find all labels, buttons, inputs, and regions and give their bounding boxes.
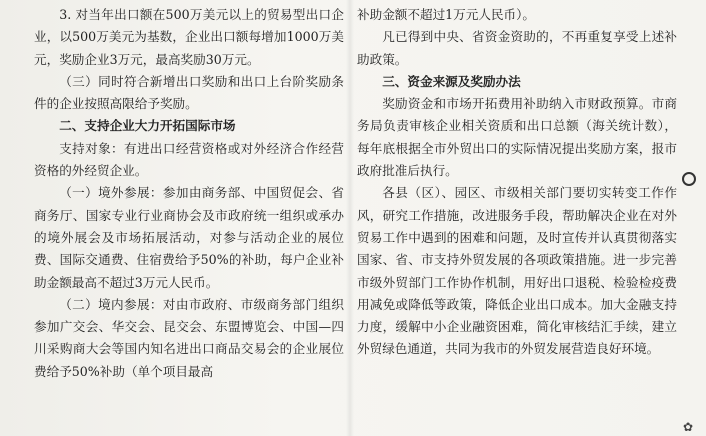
para-funding-budget: 奖励资金和市场开拓费用补助纳入市财政预算。市商务局负责审核企业相关资质和出口总额（海关统计数），每年底根据全市外贸出口的实际情况提出奖励方案，报市政府批准后执行。 <box>357 96 677 179</box>
para-support-target: 支持对象：有进出口经营资格或对外经济合作经营资格的外经贸企业。 <box>34 140 344 179</box>
para-trade-export-award: 3. 对当年出口额在500万美元以上的贸易型出口企业，以500万美元为基数，企业出口额每增加1000万美元，奖励企业3万元，最高奖励30万元。 <box>34 7 344 67</box>
page-fold-shadow <box>346 0 354 436</box>
corner-flower-icon: ✿ <box>683 420 694 434</box>
heading-international-market: 二、支持企业大力开拓国际市场 <box>59 118 236 134</box>
para-no-duplicate: 凡已得到中央、省资金资助的，不再重复享受上述补助政策。 <box>357 29 677 67</box>
para-domestic-exhibition: （二）境内参展：对由市政府、市级商务部门组织参加广交会、华交会、昆交会、东盟博览会、中国—四川采购商大会等国内知名进出口商品交易会的企业展位费给予50%补助（单个项目最高 <box>34 296 344 379</box>
heading-funding-source: 三、资金来源及奖励办法 <box>382 73 521 89</box>
right-column <box>357 4 677 361</box>
para-subsidy-cap-continued: 补助金额不超过1万元人民币）。 <box>357 7 536 22</box>
left-column <box>34 4 344 383</box>
para-overseas-exhibition: （一）境外参展：参加由商务部、中国贸促会、省商务厅、国家专业行业商协会及市政府统一组织或承办的境外展会及市场拓展活动，对参与活动企业的展位费、国际交通费、住宿费给予50%的补助，每户企业补助金额最高不超过3万元人民币。 <box>34 185 344 290</box>
para-combined-award: （三）同时符合新增出口奖励和出口上台阶奖励条件的企业按照高限给予奖励。 <box>34 73 344 112</box>
binder-ring-icon <box>682 172 696 186</box>
para-departments-responsibility: 各县（区）、园区、市级相关部门要切实转变工作作风，研究工作措施，改进服务手段，帮助解决企业在对外贸易工作中遇到的困难和问题，及时宣传并认真贯彻落实国家、省、市支持外贸发展的各项政策措施。进一步完善市级外贸部门工作协作机制，用好出口退税、检验检疫费用减免或降低等政策，降低企业出口成本。加大金融支持力度，缓解中小企业融资困难，简化审核结汇手续，建立外贸绿色通道，共同为我市的外贸发展营造良好环境。 <box>357 185 677 357</box>
